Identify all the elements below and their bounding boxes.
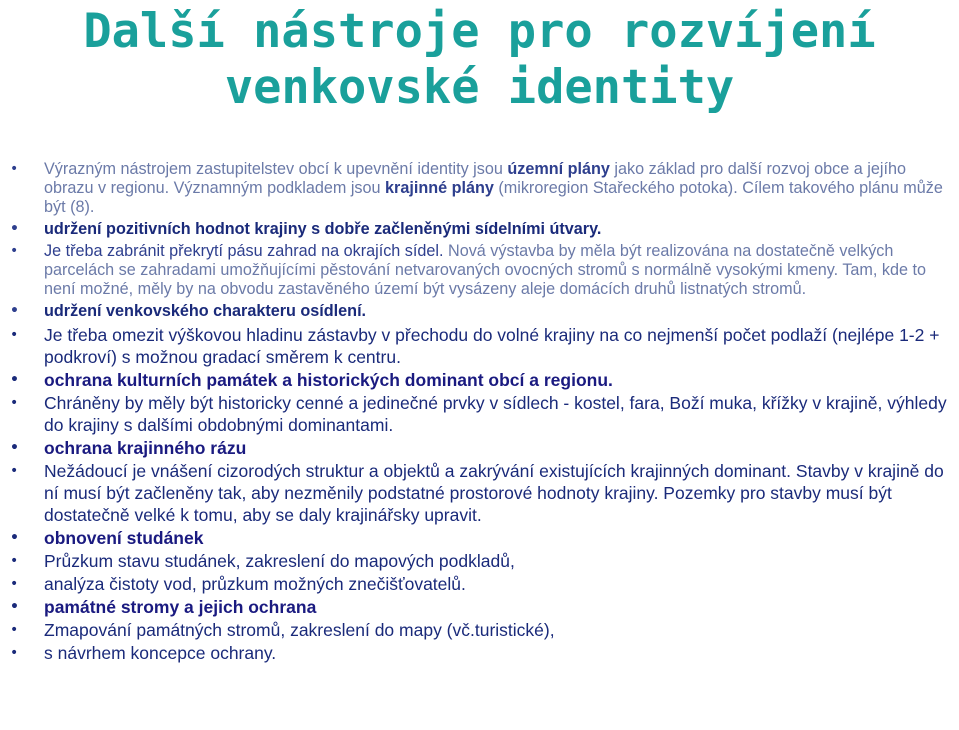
bullet-dot-icon: • [10, 576, 19, 592]
bullet-dot-icon: • [10, 303, 19, 319]
bullet-text: Nová výstavba by měla být realizována na dostatečně velkých parcelách se zahradami umožňujícími pěstování netvarovaných ovocných stromů s normálně vysokými kmeny. Tam, kde to není možné, měly by na obvodu zastavěného území být vysázeny aleje domácích druhů listnatých stromů. [44, 242, 927, 298]
bullet-item [0, 160, 959, 217]
bullet-dot-icon: • [10, 161, 19, 177]
bullet-list [0, 160, 959, 665]
bullet-heading: obnovení studánek [44, 528, 204, 548]
bullet-item [0, 619, 959, 641]
bullet-dot-icon: • [10, 327, 19, 343]
bullet-item [0, 527, 959, 549]
bullet-bold-text: krajinné plány [385, 179, 494, 197]
bullet-item [0, 324, 959, 368]
bullet-text: (mikroregion Stařeckého potoka). Cílem takového plánu může být (8). [44, 179, 943, 216]
bullet-text: s návrhem koncepce ochrany. [44, 643, 277, 663]
bullet-dot-icon: • [10, 243, 19, 259]
bullet-text: Chráněny by měly být historicky cenné a jedinečné prvky v sídlech - kostel, fara, Boží muka, křížky v krajině, výhledy do krajiny s dalšími obdobnými dominantami. [44, 393, 947, 435]
bullet-dot-icon: • [10, 372, 19, 388]
bullet-dot-icon: • [10, 530, 19, 546]
bullet-text: Je třeba omezit výškovou hladinu zástavby v přechodu do volné krajiny na co nejmenší počet podlaží (nejlépe 1-2 + podkroví) s možnou gradací směrem k centru. [44, 325, 940, 367]
bullet-item [0, 437, 959, 459]
bullet-item [0, 369, 959, 391]
bullet-heading: památné stromy a jejich ochrana [44, 597, 317, 617]
bullet-item [0, 596, 959, 618]
bullet-item [0, 392, 959, 436]
bullet-item [0, 460, 959, 526]
bullet-dot-icon: • [10, 395, 19, 411]
bullet-dot-icon: • [10, 622, 19, 638]
bullet-heading: udržení pozitivních hodnot krajiny s dobře začleněnými sídelními útvary. [44, 220, 602, 238]
bullet-dot-icon: • [10, 599, 19, 615]
bullet-dot-icon: • [10, 553, 19, 569]
bullet-item [0, 242, 959, 299]
slide-title-line-2: venkovské identity [224, 60, 735, 115]
bullet-item [0, 550, 959, 572]
bullet-dot-icon: • [10, 221, 19, 237]
bullet-dot-icon: • [10, 645, 19, 661]
bullet-item [0, 302, 959, 321]
bullet-item [0, 573, 959, 595]
bullet-text: Zmapování památných stromů, zakreslení do mapy (vč.turistické), [44, 620, 555, 640]
bullet-text: jako základ pro další rozvoj obce a jejího obrazu v regionu. Významným podkladem jsou [44, 160, 906, 197]
bullet-text: Průzkum stavu studánek, zakreslení do mapových podkladů, [44, 551, 515, 571]
slide-title-line-1: Další nástroje pro rozvíjení [83, 4, 876, 59]
bullet-bold-text: územní plány [507, 160, 610, 178]
bullet-heading: udržení venkovského charakteru osídlení. [44, 302, 367, 320]
bullet-text: analýza čistoty vod, průzkum možných znečišťovatelů. [44, 574, 466, 594]
bullet-heading: ochrana kulturních památek a historických dominant obcí a regionu. [44, 370, 613, 390]
bullet-text: Nežádoucí je vnášení cizorodých struktur a objektů a zakrývání existujících krajinných dominant. Stavby v krajině do ní musí být začleněny tak, aby nezměnily podstatné prostorové hodnoty krajiny. Pozemky pro stavby musí být dostatečně velké k tomu, aby se daly krajinářsky upravit. [44, 461, 944, 525]
bullet-dot-icon: • [10, 440, 19, 456]
bullet-item [0, 642, 959, 664]
bullet-dot-icon: • [10, 463, 19, 479]
bullet-item [0, 220, 959, 239]
slide-title [0, 0, 959, 116]
bullet-text: Výrazným nástrojem zastupitelstev obcí k upevnění identity jsou [44, 160, 508, 178]
bullet-heading: ochrana krajinného rázu [44, 438, 247, 458]
bullet-text: Je třeba zabránit překrytí pásu zahrad na okrajích sídel. [44, 242, 444, 260]
